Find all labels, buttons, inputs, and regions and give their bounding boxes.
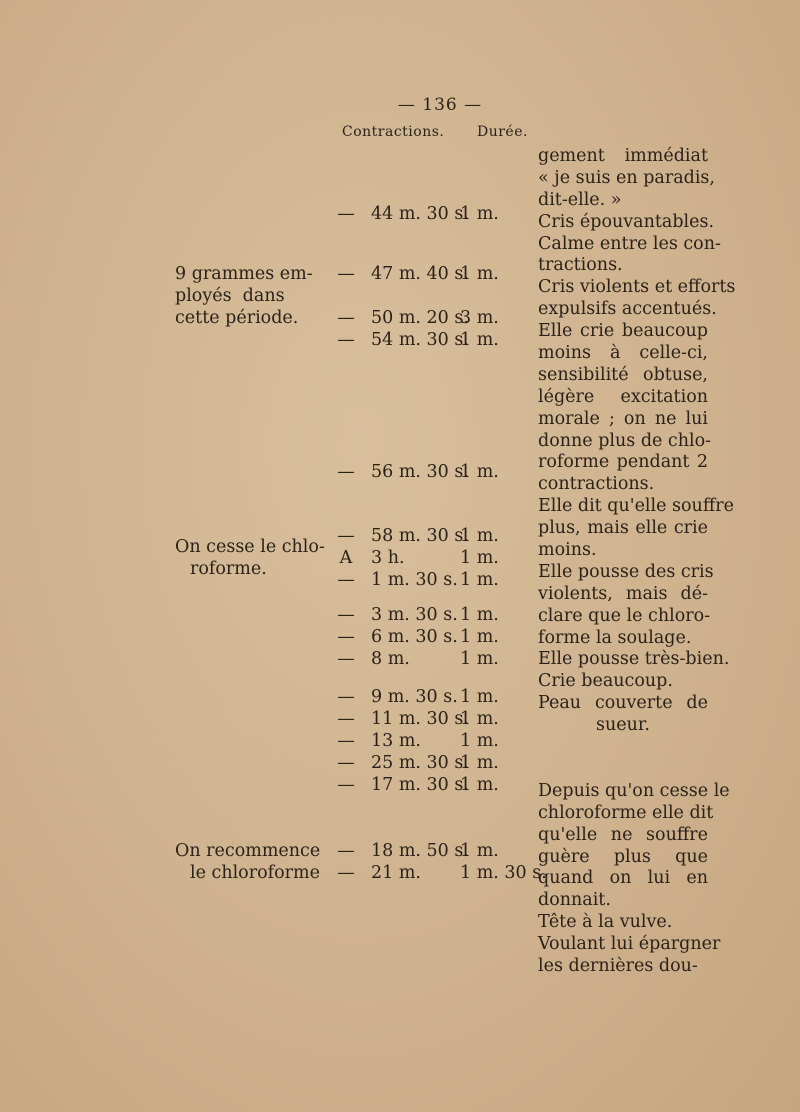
description-line: légère excitation	[538, 386, 708, 407]
dash-mark: —	[337, 775, 355, 795]
contraction-duration: 1 m.	[460, 687, 499, 707]
description-line: roforme pendant 2	[538, 452, 708, 473]
description-line: Elle pousse des cris	[538, 561, 714, 582]
contraction-time: 18 m. 50 s.	[371, 841, 469, 861]
dash-mark: A	[339, 548, 353, 568]
description-line: Elle crie beaucoup	[538, 321, 708, 342]
description-line	[538, 737, 708, 759]
description-line: forme la soulage.	[538, 627, 692, 648]
description-line: « je suis en paradis,	[538, 167, 715, 188]
description-line	[538, 759, 708, 781]
description-line: dit-elle. »	[538, 189, 622, 210]
description-line: Tête à la vulve.	[538, 912, 673, 933]
description-column	[538, 146, 736, 978]
contraction-duration: 1 m.	[460, 775, 499, 795]
contraction-duration: 1 m.	[460, 548, 499, 568]
header-contractions: Contractions.	[342, 124, 445, 140]
description-line: Crie beaucoup.	[538, 671, 673, 692]
contraction-time: 56 m. 30 s.	[371, 462, 469, 482]
contraction-duration: 1 m.	[460, 204, 499, 224]
contraction-time: 50 m. 20 s.	[371, 308, 469, 328]
contraction-time: 6 m. 30 s.	[371, 627, 458, 647]
contraction-duration: 1 m.	[460, 709, 499, 729]
contraction-duration: 1 m.	[460, 605, 499, 625]
margin-note: roforme.	[190, 559, 267, 579]
description-line: moins à celle-ci,	[538, 343, 708, 364]
contraction-duration: 3 m.	[460, 308, 499, 328]
contraction-duration: 1 m.	[460, 649, 499, 669]
contraction-time: 9 m. 30 s.	[371, 687, 458, 707]
margin-note: cette période.	[175, 308, 299, 328]
dash-mark: —	[337, 330, 355, 350]
description-line: donne plus de chlo-	[538, 430, 712, 451]
margin-note: ployés dans	[175, 286, 285, 306]
description-line: morale ; on ne lui	[538, 408, 708, 429]
contraction-time: 17 m. 30 s.	[371, 775, 469, 795]
description-line: Cris violents et efforts	[538, 277, 736, 298]
contraction-time: 3 m. 30 s.	[371, 605, 458, 625]
contraction-time: 3 h.	[371, 548, 405, 568]
contraction-time: 1 m. 30 s.	[371, 570, 458, 590]
dash-mark: —	[337, 731, 355, 751]
dash-mark: —	[337, 687, 355, 707]
dash-mark: —	[337, 264, 355, 284]
contraction-duration: 1 m.	[460, 330, 499, 350]
dash-mark: —	[337, 308, 355, 328]
margin-note: On cesse le chlo-	[175, 537, 325, 557]
dash-mark: —	[337, 462, 355, 482]
description-line: plus, mais elle crie	[538, 518, 708, 539]
contraction-duration: 1 m.	[460, 526, 499, 546]
dash-mark: —	[337, 841, 355, 861]
dash-mark: —	[337, 709, 355, 729]
description-line: expulsifs accentués.	[538, 299, 717, 320]
description-line: tractions.	[538, 255, 623, 276]
description-line: sueur.	[596, 715, 650, 736]
description-line: clare que le chloro-	[538, 605, 711, 626]
description-line: Peau couverte de	[538, 693, 708, 714]
contraction-duration: 1 m.	[460, 841, 499, 861]
contraction-duration: 1 m.	[460, 731, 499, 751]
contraction-duration: 1 m. 30 s.	[460, 863, 547, 883]
description-line: Elle pousse très-bien.	[538, 649, 730, 670]
description-line: gement immédiat	[538, 146, 708, 166]
contraction-duration: 1 m.	[460, 627, 499, 647]
dash-mark: —	[337, 204, 355, 224]
contraction-duration: 1 m.	[460, 570, 499, 590]
contraction-time: 21 m.	[371, 863, 421, 883]
description-line: Voulant lui épargner	[538, 934, 721, 955]
description-line: les dernières dou-	[538, 955, 698, 976]
dash-mark: —	[337, 649, 355, 669]
description-line: contractions.	[538, 474, 655, 495]
dash-mark: —	[337, 863, 355, 883]
header-duree: Durée.	[477, 124, 528, 140]
margin-note: On recommence	[175, 841, 321, 861]
dash-mark: —	[337, 570, 355, 590]
contraction-time: 47 m. 40 s.	[371, 264, 469, 284]
dash-mark: —	[337, 753, 355, 773]
page-number: — 136 —	[397, 95, 483, 115]
contraction-duration: 1 m.	[460, 753, 499, 773]
margin-note: 9 grammes em-	[175, 264, 313, 284]
contraction-time: 44 m. 30 s.	[371, 204, 469, 224]
description-line: Calme entre les con-	[538, 233, 721, 254]
contraction-time: 58 m. 30 s.	[371, 526, 469, 546]
description-line: quand on lui en	[538, 868, 708, 889]
contraction-time: 25 m. 30 s.	[371, 753, 469, 773]
description-line: Elle dit qu'elle souffre	[538, 496, 734, 517]
description-line: sensibilité obtuse,	[538, 364, 708, 385]
contraction-time: 13 m.	[371, 731, 421, 751]
description-line: chloroforme elle dit	[538, 802, 714, 823]
description-line: Cris épouvantables.	[538, 211, 715, 232]
contraction-time: 8 m.	[371, 649, 410, 669]
dash-mark: —	[337, 526, 355, 546]
contraction-time: 54 m. 30 s.	[371, 330, 469, 350]
contraction-duration: 1 m.	[460, 264, 499, 284]
description-line: guère plus que	[538, 846, 708, 867]
description-line: violents, mais dé-	[538, 583, 708, 604]
contraction-duration: 1 m.	[460, 462, 499, 482]
description-line: moins.	[538, 540, 597, 561]
description-line: donnait.	[538, 890, 611, 911]
dash-mark: —	[337, 627, 355, 647]
description-line: Depuis qu'on cesse le	[538, 780, 730, 801]
dash-mark: —	[337, 605, 355, 625]
contraction-time: 11 m. 30 s.	[371, 709, 469, 729]
description-line: qu'elle ne souffre	[538, 824, 708, 845]
margin-note: le chloroforme	[190, 863, 320, 883]
